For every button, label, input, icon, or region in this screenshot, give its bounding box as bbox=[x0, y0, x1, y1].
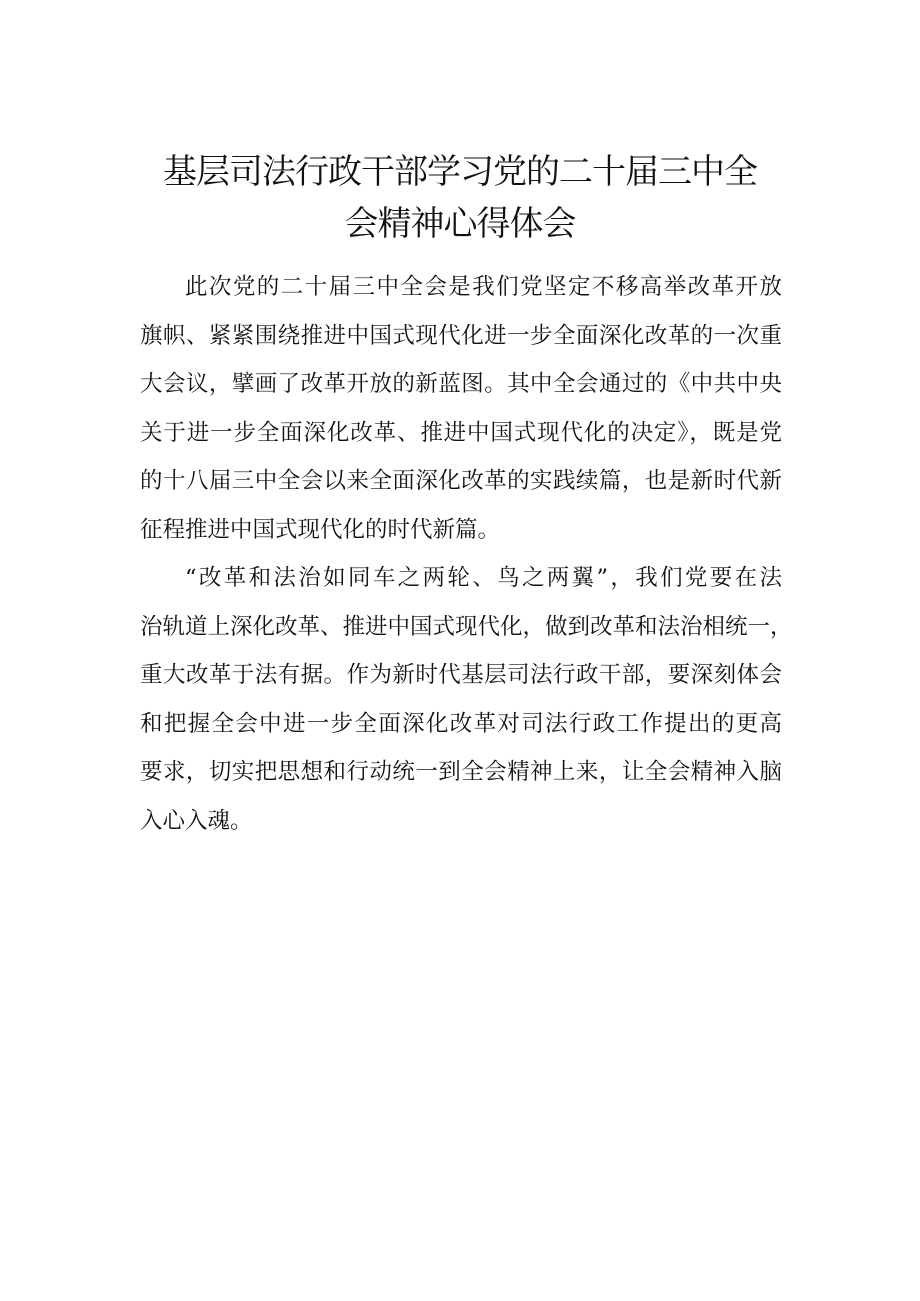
paragraph-line: 征程推进中国式现代化的时代新篇。 bbox=[140, 516, 501, 543]
paragraph-2 bbox=[140, 554, 793, 845]
paragraph-1 bbox=[140, 263, 782, 554]
paragraph-line: 和把握全会中进一步全面深化改革对司法行政工作提出的更高 bbox=[140, 710, 782, 737]
paragraph-line: 治轨道上深化改革、推进中国式现代化，做到改革和法治相统一， bbox=[140, 613, 793, 640]
paragraph-line: 此次党的二十届三中全会是我们党坚定不移高举改革开放 bbox=[185, 274, 782, 300]
document-body bbox=[140, 263, 793, 845]
paragraph-line: 关于进一步全面深化改革、推进中国式现代化的决定》，既是党 bbox=[140, 419, 782, 446]
title-line: 基层司法行政干部学习党的二十届三中全 bbox=[163, 152, 757, 192]
paragraph-line: 重大改革于法有据。作为新时代基层司法行政干部，要深刻体会 bbox=[140, 662, 782, 688]
paragraph-line: 入心入魂。 bbox=[140, 807, 253, 834]
paragraph-line: 旗帜、紧紧围绕推进中国式现代化进一步全面深化改革的一次重 bbox=[140, 322, 782, 349]
title-line: 会精神心得体会 bbox=[344, 204, 576, 244]
paragraph-line: 的十八届三中全会以来全面深化改革的实践续篇，也是新时代新 bbox=[140, 468, 782, 494]
paragraph-line: 大会议，擘画了改革开放的新蓝图。其中全会通过的《中共中央 bbox=[140, 371, 782, 397]
paragraph-line: “改革和法治如同车之两轮、鸟之两翼”，我们党要在法 bbox=[185, 565, 782, 591]
document-title bbox=[140, 146, 780, 250]
paragraph-line: 要求，切实把思想和行动统一到全会精神上来，让全会精神入脑 bbox=[140, 759, 782, 785]
